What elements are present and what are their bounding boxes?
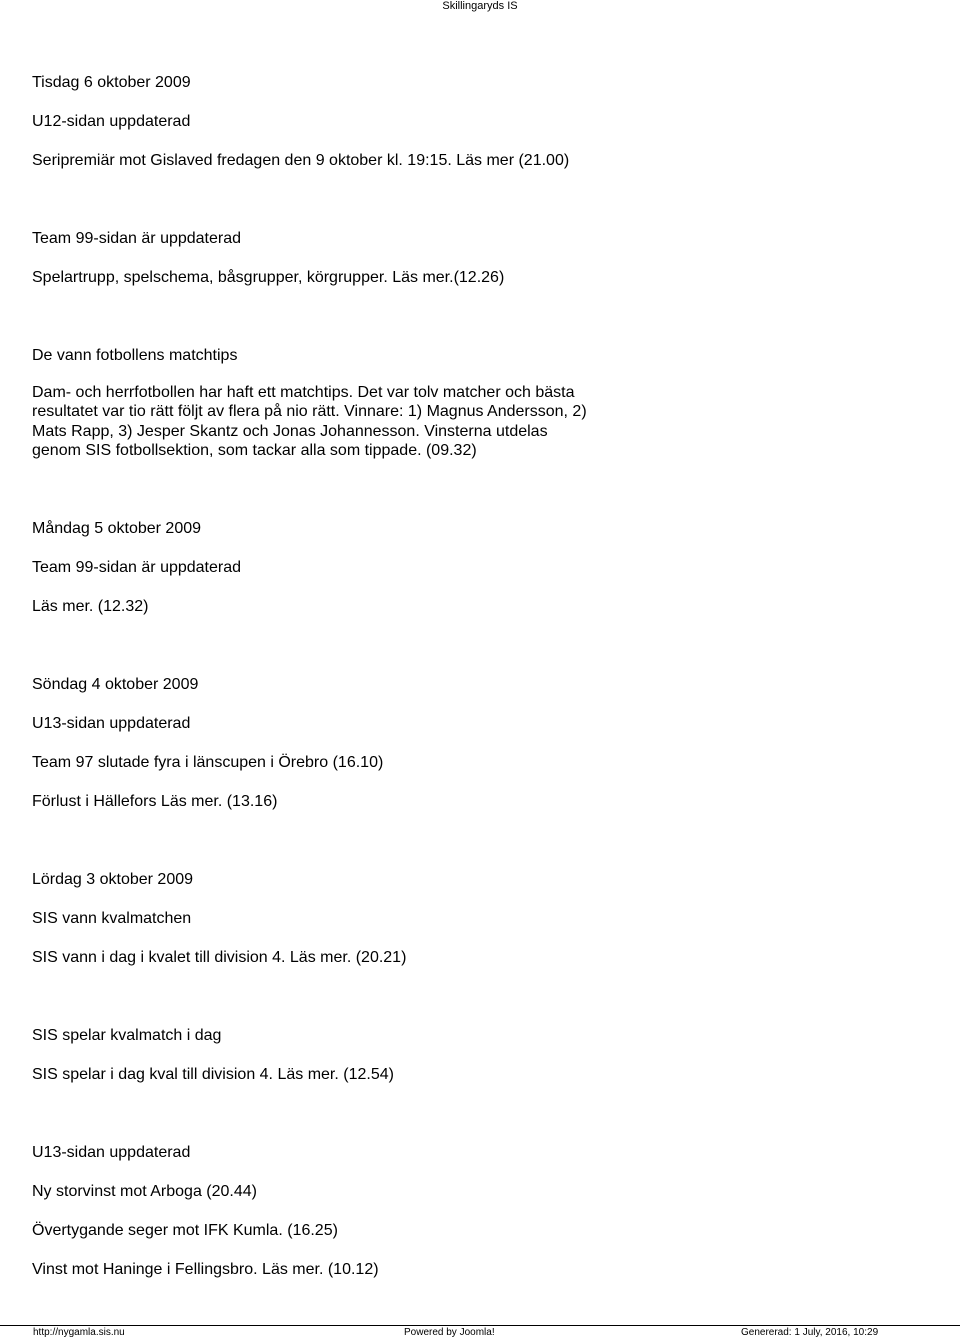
- news-title: Team 99-sidan är uppdaterad: [32, 558, 242, 576]
- news-text: Läs mer. (12.32): [32, 597, 149, 615]
- site-url-link[interactable]: http://nygamla.sis.nu: [33, 1327, 125, 1338]
- news-text: Spelartrupp, spelschema, båsgrupper, körgrupper. Läs mer.(12.26): [32, 269, 505, 286]
- generated-timestamp: Genererad: 1 July, 2016, 10:29: [741, 1327, 879, 1338]
- date-heading: Söndag 4 oktober 2009: [32, 675, 199, 693]
- news-text: Dam- och herrfotbollen har haft ett matchtips. Det var tolv matcher och bästa resultatet var tio rätt följt av flera på nio rätt. Vinnare: 1) Magnus Andersson, 2) Mats Rapp, 3) Jesper Skantz och Jonas Johannesson. Vinsterna utdelas genom SIS fotbollsektion, som tackar alla som tippade. (09.32): [32, 384, 587, 460]
- date-heading: Tisdag 6 oktober 2009: [32, 74, 191, 91]
- news-title: U13-sidan uppdaterad: [32, 1143, 191, 1161]
- news-list: [32, 71, 932, 1282]
- news-text: SIS spelar i dag kval till division 4. Läs mer. (12.54): [32, 1065, 394, 1083]
- footer: [0, 1325, 960, 1339]
- news-title: U13-sidan uppdaterad: [32, 714, 191, 732]
- news-text: Ny storvinst mot Arboga (20.44): [32, 1182, 257, 1200]
- news-text: Vinst mot Haninge i Fellingsbro. Läs mer. (10.12): [32, 1260, 379, 1278]
- news-title: Team 99-sidan är uppdaterad: [32, 230, 242, 247]
- news-title: U12-sidan uppdaterad: [32, 113, 191, 130]
- news-text: Seripremiär mot Gislaved fredagen den 9 oktober kl. 19:15. Läs mer (21.00): [32, 152, 570, 169]
- news-title: De vann fotbollens matchtips: [32, 347, 238, 364]
- news-text: Förlust i Hällefors Läs mer. (13.16): [32, 792, 278, 810]
- news-text: Övertygande seger mot IFK Kumla. (16.25): [32, 1221, 338, 1239]
- date-heading: Lördag 3 oktober 2009: [32, 870, 194, 888]
- news-title: SIS vann kvalmatchen: [32, 909, 192, 927]
- site-title: Skillingaryds IS: [442, 0, 518, 12]
- powered-by: Powered by Joomla!: [404, 1327, 495, 1338]
- news-title: SIS spelar kvalmatch i dag: [32, 1026, 222, 1044]
- news-text: SIS vann i dag i kvalet till division 4. Läs mer. (20.21): [32, 948, 407, 966]
- news-text: Team 97 slutade fyra i länscupen i Örebro (16.10): [32, 753, 384, 771]
- date-heading: Måndag 5 oktober 2009: [32, 519, 202, 537]
